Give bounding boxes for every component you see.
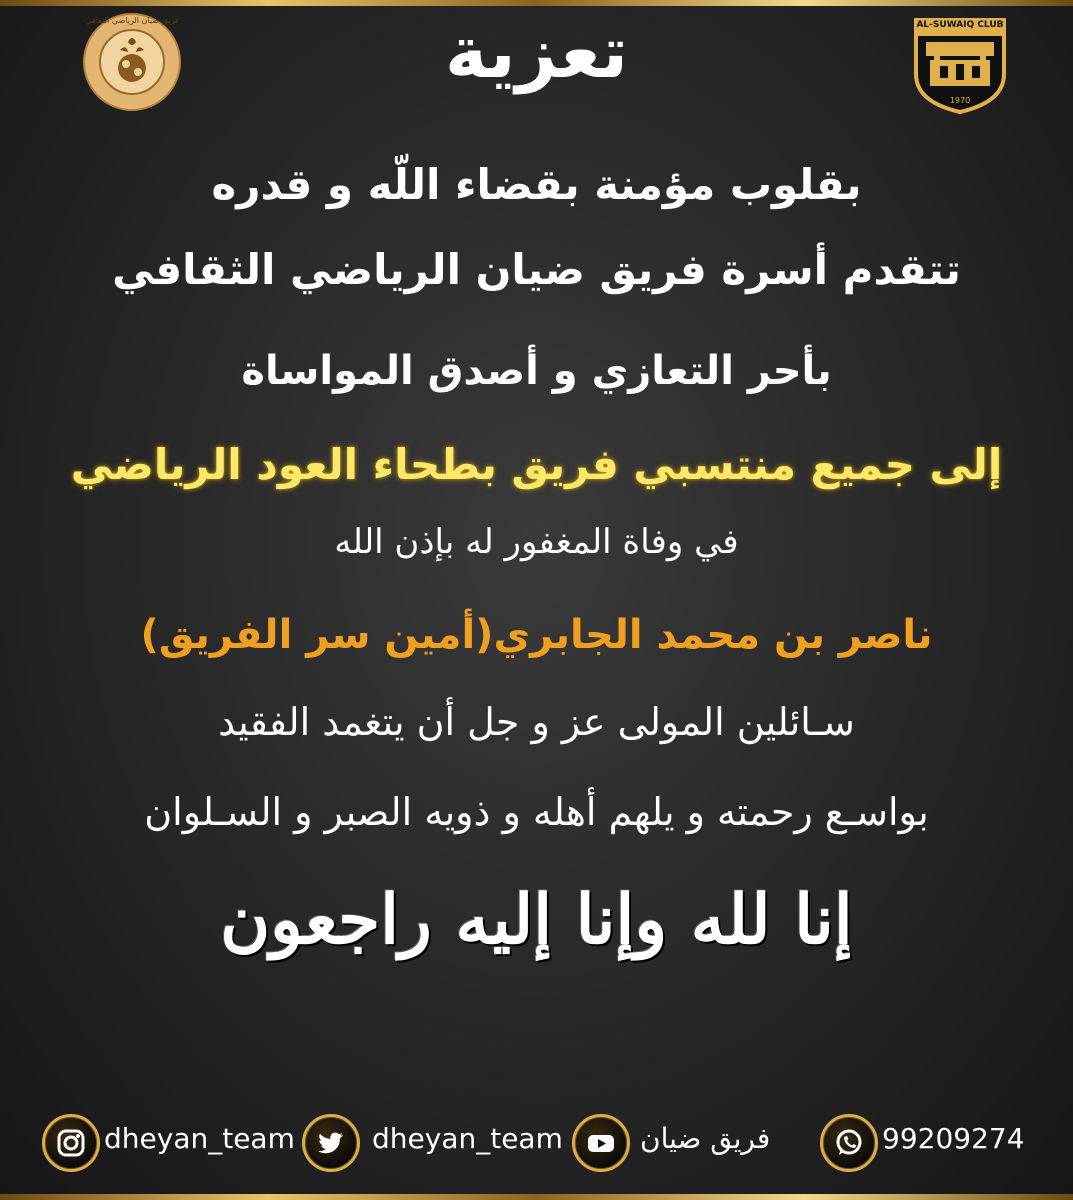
gold-frame-bottom — [0, 1194, 1073, 1200]
social-footer — [0, 1110, 1073, 1170]
page-title: تعزية — [444, 10, 629, 94]
recipient-line: إلى جميع منتسبي فريق بطحاء العود الرياضي — [70, 440, 1003, 489]
youtube-channel[interactable]: فريق ضيان — [640, 1122, 771, 1155]
message-line-2: تتقدم أسرة فريق ضيان الرياضي الثقافي — [112, 245, 961, 294]
message-line-5: في وفاة المغفور له بإذن الله — [334, 522, 739, 562]
instagram-icon[interactable] — [42, 1114, 100, 1172]
message-line-1: بقلوب مؤمنة بقضاء اللّه و قدره — [211, 160, 862, 209]
logo-right-year: 1970 — [949, 96, 971, 105]
instagram-handle[interactable]: dheyan_team — [104, 1122, 295, 1155]
message-line-3: بأحر التعازي و أصدق المواساة — [241, 348, 832, 394]
message-line-7: سـائلين المولى عز و جل أن يتغمد الفقيد — [218, 700, 855, 744]
quran-verse-calligraphy: إنا لله وإنا إليه راجعون — [220, 880, 853, 960]
gold-frame-top — [0, 0, 1073, 6]
twitter-handle[interactable]: dheyan_team — [372, 1122, 563, 1155]
whatsapp-number[interactable]: 99209274 — [882, 1122, 1025, 1155]
deceased-name: ناصر بن محمد الجابري(أمين سر الفريق) — [140, 612, 933, 658]
logo-left-caption: فريق ضيان الرياضي الثقافي — [85, 16, 179, 25]
whatsapp-icon[interactable] — [820, 1114, 878, 1172]
logo-right-caption: AL-SUWAIQ CLUB — [916, 20, 1004, 30]
youtube-icon[interactable] — [572, 1114, 630, 1172]
message-line-8: بواسـع رحمته و يلهم أهله و ذويه الصبر و السـلوان — [144, 790, 929, 834]
twitter-icon[interactable] — [302, 1114, 360, 1172]
